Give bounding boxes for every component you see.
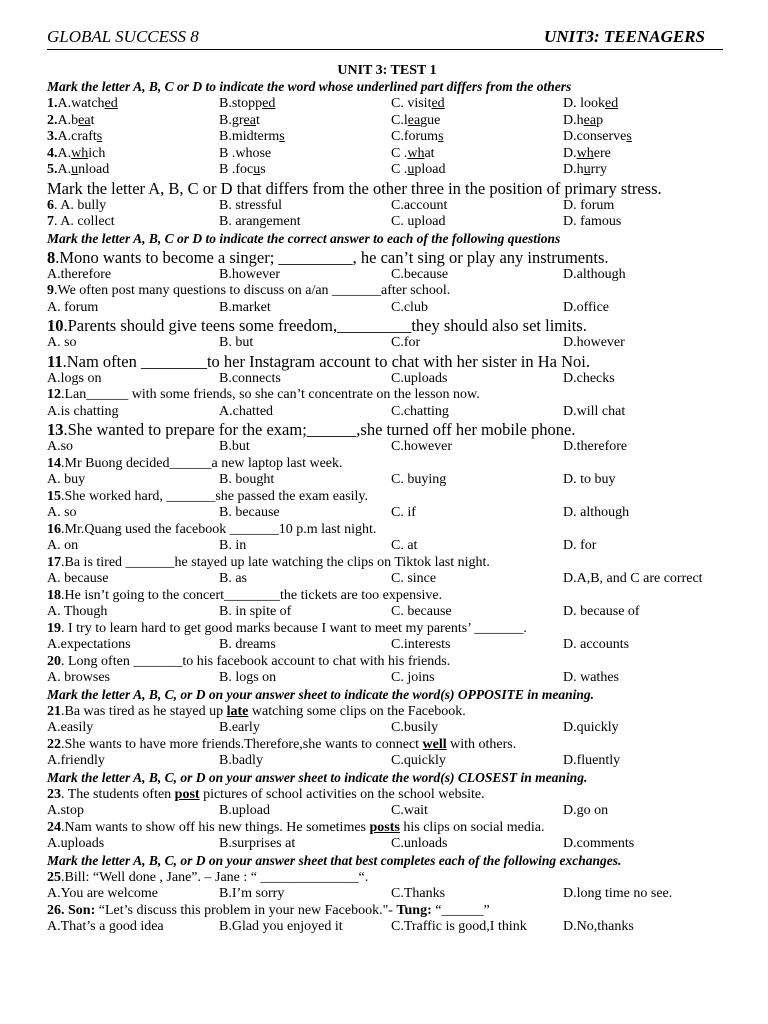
option: D.No,thanks — [563, 919, 634, 934]
question-number: 5. — [47, 162, 58, 177]
option: A.uploads — [47, 836, 105, 851]
option: B. bought — [219, 472, 275, 487]
underlined-part: ed — [605, 96, 619, 111]
option-text: B.gr — [219, 112, 244, 128]
option: A. so — [47, 505, 77, 520]
speaker-name: Tung: — [396, 902, 432, 918]
option — [391, 146, 563, 163]
option — [219, 129, 391, 146]
unit-title: UNIT3: TEENAGERS — [543, 27, 705, 46]
option: B.I’m sorry — [219, 886, 285, 901]
option: C. joins — [391, 670, 435, 685]
question-number: 26. Son: — [47, 902, 96, 918]
question-stem — [47, 387, 727, 404]
question-stem — [47, 420, 727, 439]
option-text: C . — [391, 145, 408, 161]
question-number: 22 — [47, 736, 61, 752]
question-stem — [47, 555, 727, 572]
pronunciation-section — [47, 96, 727, 179]
option: B.however — [219, 266, 281, 282]
option — [47, 129, 219, 146]
options-row — [47, 538, 727, 555]
option — [47, 162, 219, 179]
keyword: late — [226, 703, 249, 719]
exchanges-section — [47, 870, 727, 936]
option: A.easily — [47, 720, 94, 735]
option — [563, 129, 727, 146]
question-stem — [47, 248, 727, 267]
option — [47, 96, 219, 113]
option: C. since — [391, 571, 437, 586]
option: C. if — [391, 505, 416, 520]
question-stem — [47, 352, 727, 371]
question-row — [47, 96, 727, 113]
option: D.office — [563, 299, 609, 315]
options-row — [47, 919, 727, 936]
question-stem — [47, 456, 727, 473]
option: C.wait — [391, 803, 428, 818]
option: C.account — [391, 197, 448, 213]
question-number: 4. — [47, 145, 58, 161]
option-text: A.b — [57, 112, 79, 128]
question-text: .Mono wants to become a singer; _________, he can’t sing or play any instruments. — [55, 247, 609, 267]
option: B. in spite of — [219, 604, 292, 619]
options-row — [47, 300, 727, 317]
option-text: rry — [590, 162, 607, 177]
question-stem — [47, 621, 727, 638]
question-text: .Mr Buong decided______a new laptop last week. — [61, 455, 343, 471]
option: D.however — [563, 335, 625, 350]
section-instruction: Mark the letter A, B, C or D to indicate the word whose underlined part differs from the others — [47, 79, 572, 94]
option: D.checks — [563, 370, 615, 386]
option: B.badly — [219, 753, 263, 768]
question-number: 16 — [47, 521, 61, 537]
option: D.will chat — [563, 403, 626, 419]
option — [47, 214, 219, 231]
option — [563, 113, 727, 130]
question-stem — [47, 870, 727, 887]
question-text: .She worked hard, _______she passed the exam easily. — [61, 488, 369, 504]
question-stem — [47, 316, 727, 335]
question-number: 18 — [47, 587, 61, 603]
option-text: A.craft — [57, 129, 97, 144]
option — [563, 96, 727, 113]
option: B.Glad you enjoyed it — [219, 919, 343, 934]
option: A.friendly — [47, 753, 105, 768]
option — [391, 96, 563, 113]
underlined-part: ed — [431, 96, 445, 111]
option: C.however — [391, 439, 453, 454]
option: A. browses — [47, 670, 110, 685]
option: A.chatted — [219, 403, 274, 419]
question-number: 1. — [47, 96, 58, 111]
option: B. as — [219, 571, 247, 586]
test-content — [47, 63, 727, 936]
stress-section — [47, 198, 727, 231]
question-text: with others. — [446, 736, 517, 752]
question-stem — [47, 489, 727, 506]
question-number: 20 — [47, 653, 61, 669]
option — [563, 146, 727, 163]
option: B. logs on — [219, 670, 277, 685]
section-instruction: Mark the letter A, B, C, or D on your answer sheet that best completes each of the following exchanges. — [47, 852, 622, 868]
options-row — [47, 335, 727, 352]
option: A.expectations — [47, 637, 131, 652]
option: A.That’s a good idea — [47, 919, 164, 934]
keyword: post — [174, 786, 200, 802]
opposite-section — [47, 704, 727, 770]
option: C.Traffic is good,I think — [391, 919, 527, 934]
grammar-section — [47, 248, 727, 687]
option-text: B .whose — [219, 145, 272, 161]
option: C. at — [391, 538, 418, 553]
underlined-part: u — [407, 162, 415, 177]
option: D.long time no see. — [563, 886, 673, 901]
option: C.busily — [391, 720, 439, 735]
option-text: . A. collect — [54, 214, 115, 229]
option: A. Though — [47, 604, 108, 619]
options-row — [47, 803, 727, 820]
question-text: “Let’s discuss this problem in your new Facebook."- — [95, 902, 397, 918]
options-row — [47, 571, 727, 588]
question-stem — [47, 820, 727, 837]
question-row — [47, 113, 727, 130]
option: A. on — [47, 538, 79, 553]
option: C.quickly — [391, 753, 446, 768]
question-stem — [47, 787, 727, 804]
option: D. accounts — [563, 637, 630, 652]
closest-section — [47, 787, 727, 853]
question-stem — [47, 522, 727, 539]
options-row — [47, 720, 727, 737]
question-text: .She wants to have more friends.Therefore,she wants to connect — [61, 736, 423, 752]
option — [219, 96, 391, 113]
option-text: D.h — [563, 112, 584, 128]
options-row — [47, 371, 727, 388]
option-text: B.midterm — [219, 129, 280, 144]
option-text: B .foc — [219, 162, 254, 177]
underlined-part: s — [626, 129, 632, 144]
option: D. famous — [563, 214, 622, 229]
option: B. in — [219, 538, 247, 553]
question-text: watching some clips on the Facebook. — [248, 703, 466, 719]
book-title: GLOBAL SUCCESS 8 — [47, 27, 199, 46]
underlined-part: ea — [583, 112, 597, 128]
option — [47, 146, 219, 163]
option: C. because — [391, 604, 452, 619]
option: B. but — [219, 335, 254, 350]
option — [391, 162, 563, 179]
underlined-part: s — [438, 129, 444, 144]
options-row — [47, 886, 727, 903]
question-number: 23 — [47, 786, 61, 802]
underlined-part: ea — [407, 112, 421, 128]
option: B. because — [219, 505, 280, 520]
option-text: pload — [414, 162, 446, 177]
underlined-part: s — [279, 129, 285, 144]
option-text: B.stopp — [219, 96, 263, 111]
question-text: . I try to learn hard to get good marks because I want to meet my parents’ _______. — [61, 620, 527, 636]
underlined-part: u — [253, 162, 261, 177]
question-row — [47, 198, 727, 215]
option-text: A. — [57, 162, 72, 177]
question-text: .Bill: “Well done , Jane”. – Jane : “ ______________“. — [61, 869, 369, 885]
question-number: 19 — [47, 620, 61, 636]
question-number: 8 — [47, 247, 56, 267]
option — [219, 162, 391, 179]
underlined-part: ea — [78, 112, 91, 128]
question-text: .Nam often ________to her Instagram account to chat with her sister in Ha Noi. — [62, 351, 590, 371]
section-instruction: Mark the letter A, B, C, or D on your answer sheet to indicate the word(s) CLOSEST in meaning. — [47, 769, 588, 785]
option: B.connects — [219, 370, 281, 386]
question-text: .Mr.Quang used the facebook _______10 p.m last night. — [61, 521, 377, 537]
option: A. buy — [47, 472, 86, 487]
question-text: pictures of school activities on the school website. — [199, 786, 485, 802]
underlined-part: ed — [104, 96, 118, 111]
question-number: 24 — [47, 819, 61, 835]
section-instruction: Mark the letter A, B, C or D to indicate the correct answer to each of the following questions — [47, 230, 561, 246]
option: C.interests — [391, 637, 451, 652]
question-number: 12 — [47, 387, 61, 402]
test-title: UNIT 3: TEST 1 — [337, 63, 437, 78]
question-number: 25 — [47, 869, 61, 885]
options-row — [47, 267, 727, 284]
options-row — [47, 472, 727, 489]
option: D. for — [563, 538, 597, 553]
options-row — [47, 753, 727, 770]
option: C.Thanks — [391, 886, 446, 901]
option-text: t — [255, 112, 260, 128]
option: C.chatting — [391, 403, 449, 419]
question-stem — [47, 654, 727, 671]
options-row — [47, 439, 727, 456]
question-text: “______” — [431, 902, 490, 918]
option: D.A,B, and C are correct — [563, 571, 703, 586]
option: B. arangement — [219, 214, 301, 229]
option: C.unloads — [391, 836, 448, 851]
option-text: D.h — [563, 162, 584, 177]
options-row — [47, 670, 727, 687]
option-text: at — [424, 145, 435, 161]
question-number: 2. — [47, 112, 58, 128]
option: B.but — [219, 439, 250, 454]
option-text: ich — [88, 145, 106, 161]
option-text: C.forum — [391, 129, 439, 144]
option: D. wathes — [563, 670, 619, 685]
option: A.stop — [47, 803, 84, 818]
option-text: t — [90, 112, 95, 128]
question-number: 7 — [47, 214, 54, 229]
option: C.for — [391, 335, 421, 350]
option-text: s — [260, 162, 266, 177]
option: A. because — [47, 571, 109, 586]
keyword: well — [422, 736, 447, 752]
options-row — [47, 604, 727, 621]
question-number: 13 — [47, 420, 64, 439]
question-row — [47, 129, 727, 146]
question-stem — [47, 737, 727, 754]
options-row — [47, 505, 727, 522]
option: D.go on — [563, 803, 609, 818]
option-text: A. — [57, 145, 72, 161]
underlined-part: wh — [71, 145, 89, 161]
option: A.is chatting — [47, 403, 119, 419]
option: D.comments — [563, 836, 635, 851]
question-text: .Ba is tired _______he stayed up late watching the clips on Tiktok last night. — [61, 554, 490, 570]
underlined-part: s — [96, 129, 103, 144]
option: B.market — [219, 299, 271, 315]
option: D. because of — [563, 604, 640, 619]
question-text: .We often post many questions to discuss on a/an _______after school. — [54, 283, 451, 298]
option: D.quickly — [563, 720, 619, 735]
underlined-part: wh — [576, 145, 594, 161]
option: B.early — [219, 720, 260, 735]
question-number: 21 — [47, 703, 61, 719]
question-text: .Ba was tired as he stayed up — [61, 703, 227, 719]
option: A.therefore — [47, 266, 112, 282]
section-instruction: Mark the letter A, B, C or D that differs from the other three in the position of primary stress. — [47, 178, 662, 198]
question-row — [47, 146, 727, 163]
underlined-part: wh — [407, 145, 425, 161]
question-text: . Long often _______to his facebook account to chat with his friends. — [61, 653, 451, 669]
option-text: A.watch — [57, 96, 105, 111]
options-row — [47, 404, 727, 421]
option-text: . A. bully — [54, 197, 107, 213]
option-text: D.conserve — [563, 129, 627, 144]
question-number: 9 — [47, 283, 54, 298]
options-row — [47, 836, 727, 853]
option: C.because — [391, 266, 449, 282]
option-text: nload — [78, 162, 110, 177]
option-text: D. look — [563, 96, 605, 111]
question-text: .Nam wants to show off his new things. He sometimes — [61, 819, 370, 835]
option-text: D. — [563, 145, 577, 161]
option: B. stressful — [219, 197, 282, 213]
question-row — [47, 162, 727, 179]
option — [47, 198, 219, 215]
option: A. forum — [47, 299, 99, 315]
question-number: 15 — [47, 488, 61, 504]
question-number: 14 — [47, 455, 61, 471]
option: A.logs on — [47, 370, 102, 386]
question-number: 3. — [47, 129, 58, 144]
question-row — [47, 214, 727, 231]
option: C.club — [391, 299, 428, 315]
question-text: .Parents should give teens some freedom,_________they should also set limits. — [63, 316, 587, 335]
option — [391, 129, 563, 146]
options-row — [47, 637, 727, 654]
option — [563, 162, 727, 179]
option-text: p — [596, 112, 604, 128]
question-stem — [47, 903, 727, 920]
option — [391, 113, 563, 130]
option-text: ere — [593, 145, 611, 161]
option-text: C. visit — [391, 96, 432, 111]
option — [219, 113, 391, 130]
option: C.uploads — [391, 370, 448, 386]
option — [47, 113, 219, 130]
question-stem — [47, 704, 727, 721]
underlined-part: u — [583, 162, 591, 177]
option: D. although — [563, 505, 630, 520]
option: A.You are welcome — [47, 886, 158, 901]
option: B.upload — [219, 803, 270, 818]
question-stem — [47, 588, 727, 605]
underlined-part: ed — [262, 96, 276, 111]
question-text: .He isn’t going to the concert________the tickets are too expensive. — [61, 587, 443, 603]
question-number: 6 — [47, 197, 54, 213]
option-text: gue — [420, 112, 441, 128]
option: D.therefore — [563, 439, 628, 454]
keyword: posts — [369, 819, 400, 835]
question-text: .She wanted to prepare for the exam;______,she turned off her mobile phone. — [63, 420, 576, 439]
option-text: C.l — [391, 112, 408, 128]
underlined-part: ea — [243, 112, 256, 128]
option: B. dreams — [219, 637, 276, 652]
option: B.surprises at — [219, 836, 296, 851]
option: A. so — [47, 335, 77, 350]
option: D. to buy — [563, 472, 616, 487]
question-text: . The students often — [61, 786, 175, 802]
question-text: .Lan______ with some friends, so she can’t concentrate on the lesson now. — [61, 387, 480, 402]
option: D.although — [563, 266, 626, 282]
underlined-part: u — [71, 162, 79, 177]
option: D. forum — [563, 197, 615, 213]
page-header — [47, 27, 723, 50]
option: C. upload — [391, 214, 446, 229]
question-stem — [47, 283, 727, 300]
question-number: 10 — [47, 316, 64, 335]
question-number: 17 — [47, 554, 61, 570]
option: D.fluently — [563, 753, 621, 768]
question-text: his clips on social media. — [399, 819, 545, 835]
option: C. buying — [391, 472, 447, 487]
option-text: C . — [391, 162, 408, 177]
section-instruction: Mark the letter A, B, C, or D on your answer sheet to indicate the word(s) OPPOSITE in meaning. — [47, 686, 595, 702]
option: A.so — [47, 439, 74, 454]
question-number: 11 — [47, 351, 63, 371]
option — [219, 146, 391, 163]
